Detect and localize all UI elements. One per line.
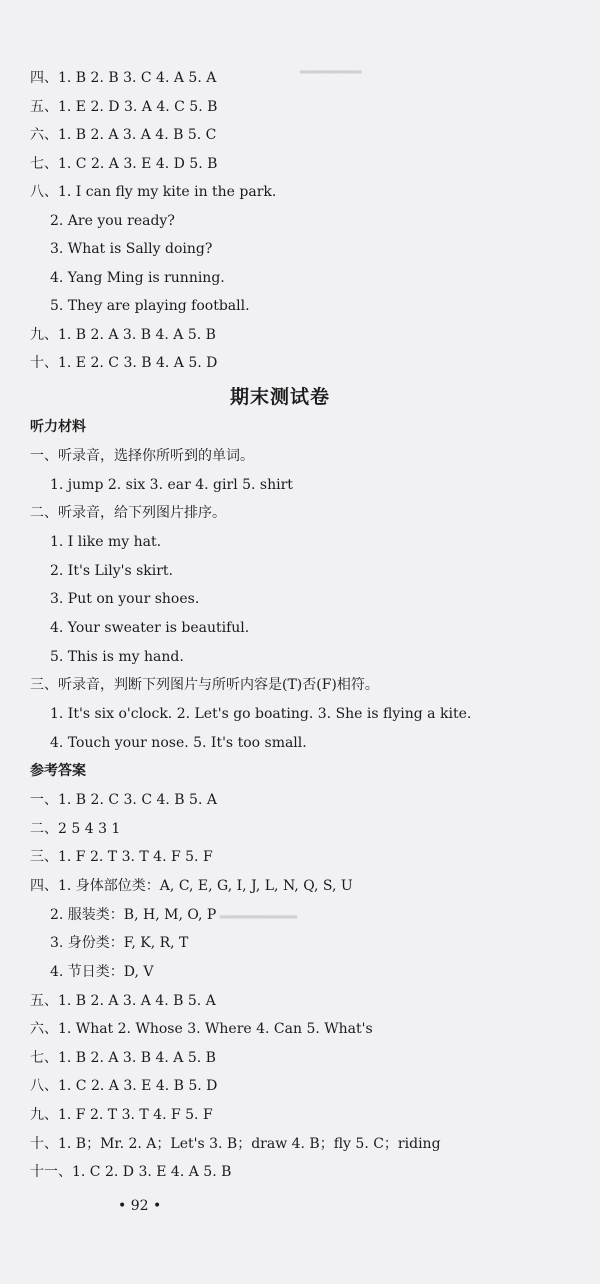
answer-line: 五、1. E 2. D 3. A 4. C 5. B [30, 99, 218, 115]
answer-line: 5. They are playing football. [50, 298, 250, 314]
answer-line: 十、1. B；Mr. 2. A；Let's 3. B；draw 4. B；fly 5. C；riding [30, 1136, 441, 1152]
section-heading: 听力材料 [30, 419, 86, 435]
bleed-through-mark: ▔▔▔▔▔ [220, 915, 297, 939]
answer-line: 九、1. F 2. T 3. T 4. F 5. F [30, 1107, 213, 1123]
section-heading: 参考答案 [30, 763, 86, 779]
answer-line: 4. Yang Ming is running. [50, 270, 225, 286]
answer-line: 八、1. I can fly my kite in the park. [30, 184, 277, 200]
answer-line: 2. 服装类：B, H, M, O, P [50, 907, 217, 923]
answer-line: 一、听录音，选择你所听到的单词。 [30, 448, 254, 464]
answer-line: 六、1. B 2. A 3. A 4. B 5. C [30, 127, 217, 143]
answer-line: 六、1. What 2. Whose 3. Where 4. Can 5. What's [30, 1021, 373, 1037]
answer-line: 二、2 5 4 3 1 [30, 821, 121, 837]
answer-line: 七、1. C 2. A 3. E 4. D 5. B [30, 156, 218, 172]
answer-line: 3. Put on your shoes. [50, 591, 200, 607]
answer-line: 五、1. B 2. A 3. A 4. B 5. A [30, 993, 216, 1009]
answer-line: 十一、1. C 2. D 3. E 4. A 5. B [30, 1164, 232, 1180]
answer-line: 1. jump 2. six 3. ear 4. girl 5. shirt [50, 477, 293, 493]
answer-line: 九、1. B 2. A 3. B 4. A 5. B [30, 327, 216, 343]
answer-line: 2. It's Lily's skirt. [50, 563, 174, 579]
answer-line: 4. 节日类：D, V [50, 964, 154, 980]
answer-line: 二、听录音，给下列图片排序。 [30, 505, 226, 521]
answer-line: 十、1. E 2. C 3. B 4. A 5. D [30, 355, 218, 371]
answer-line: 1. I like my hat. [50, 534, 162, 550]
answer-line: 三、听录音，判断下列图片与所听内容是(T)否(F)相符。 [30, 677, 379, 693]
answer-line: 四、1. B 2. B 3. C 4. A 5. A [30, 70, 217, 86]
answer-line: 3. 身份类：F, K, R, T [50, 935, 189, 951]
answer-line: 3. What is Sally doing? [50, 241, 213, 257]
answer-line: 一、1. B 2. C 3. C 4. B 5. A [30, 792, 217, 808]
answer-line: 七、1. B 2. A 3. B 4. A 5. B [30, 1050, 216, 1066]
answer-line: 八、1. C 2. A 3. E 4. B 5. D [30, 1078, 218, 1094]
answer-line: 2. Are you ready? [50, 213, 175, 229]
answer-line: 4. Your sweater is beautiful. [50, 620, 250, 636]
answer-line: 1. It's six o'clock. 2. Let's go boating. 3. She is flying a kite. [50, 706, 472, 722]
page-number: • 92 • [118, 1198, 162, 1214]
answer-line: 四、1. 身体部位类：A, C, E, G, I, J, L, N, Q, S, U [30, 878, 353, 894]
answer-line: 三、1. F 2. T 3. T 4. F 5. F [30, 849, 213, 865]
section-title: 期末测试卷 [229, 386, 330, 408]
answer-line: 4. Touch your nose. 5. It's too small. [50, 735, 307, 751]
answer-line: 5. This is my hand. [50, 649, 184, 665]
bleed-through-mark: ▔▔▔▔ [300, 70, 362, 94]
